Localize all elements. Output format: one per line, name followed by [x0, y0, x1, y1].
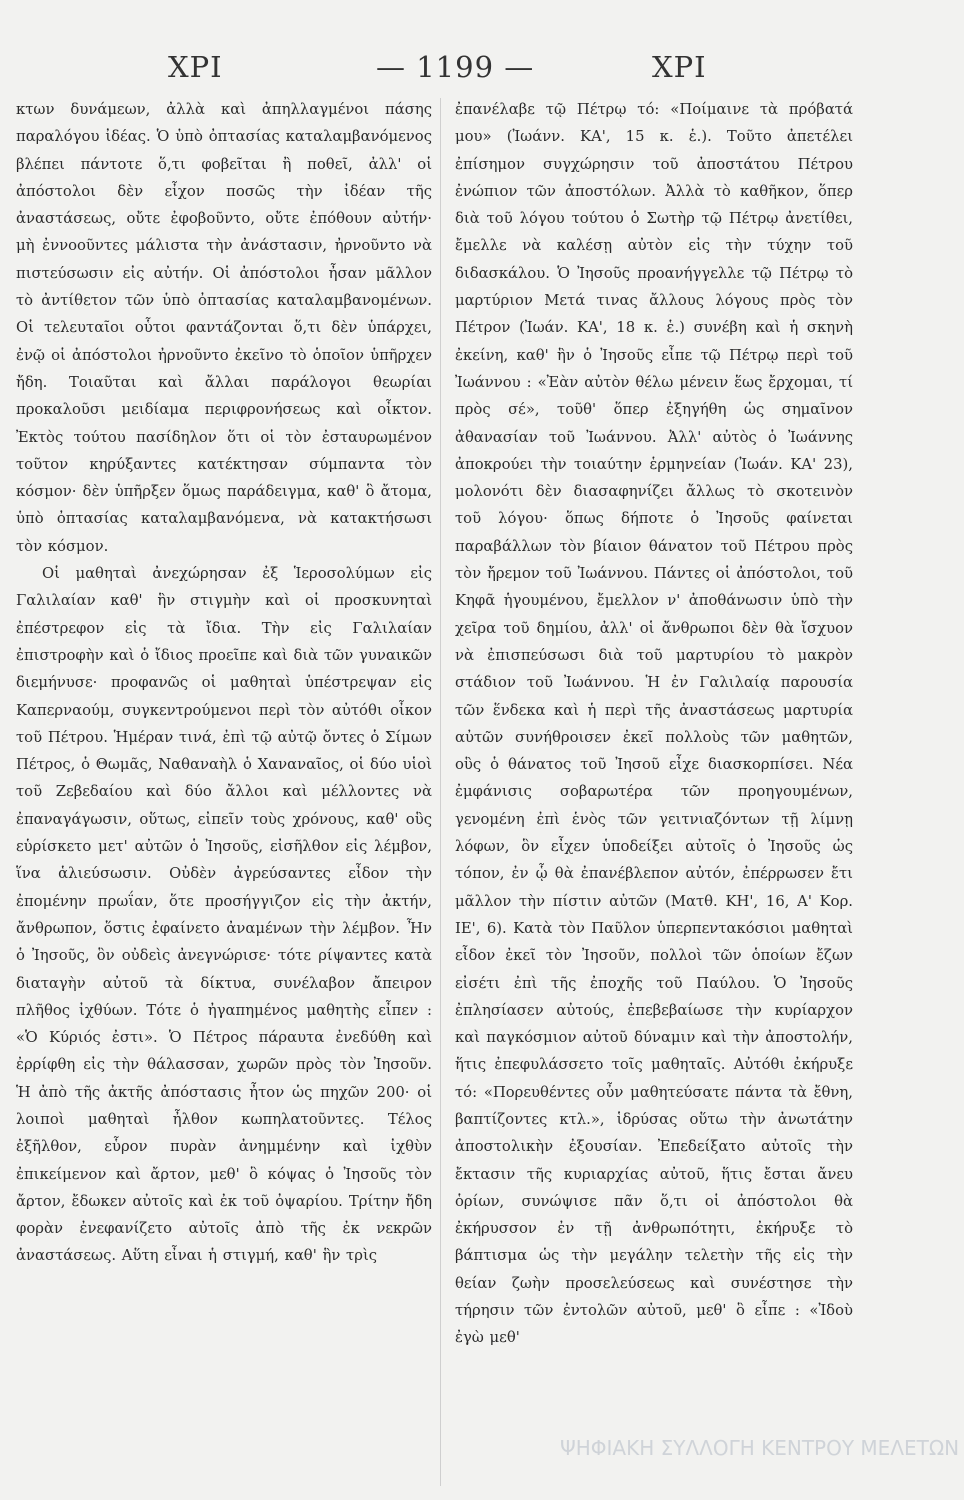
left-paragraph: Οἱ μαθηταὶ ἀνεχώρησαν ἐξ Ἱεροσολύμων εἰς Γαλιλαίαν καθ' ἣν στιγμὴν καὶ οἱ προσκυνηταὶ ἐπέστρεφον εἰς τὰ ἴδια. Τὴν εἰς Γαλιλαίαν ἐπιστροφὴν καὶ ὁ ἴδιος προεῖπε καὶ διὰ τῶν γυναικῶν διεμήνυσε· προφανῶς οἱ μαθηταὶ ὑπέστρεψαν εἰς Καπερναούμ, συγκεντρούμενοι περὶ τὸν αὐτόθι οἶκον τοῦ Πέτρου. Ἡμέραν τινά, ἐπὶ τῷ αὐτῷ ὄντες ὁ Σίμων Πέτρος, ὁ Θωμᾶς, Ναθαναὴλ ὁ Χαναναῖος, οἱ δύο υἱοὶ τοῦ Ζεβεδαίου καὶ δύο ἄλλοι καὶ μέλλοντες νὰ ἐπαναγάγωσιν, οὕτως, εἰπεῖν τοὺς χρόνους, καθ' οὓς εὑρίσκετο μετ' αὐτῶν ὁ Ἰησοῦς, εἰσῆλθον εἰς λέμβον, ἵνα ἁλιεύσωσιν. Οὐδὲν ἀγρεύσαντες εἶδον τὴν ἐπομένην πρωΐαν, ὅτε προσήγγιζον εἰς τὴν ἀκτήν, ἄνθρωπον, ὅστις ἐφαίνετο ἀναμένων τὴν λέμβον. Ἦν ὁ Ἰησοῦς, ὃν οὐδεὶς ἀνεγνώρισε· τότε ρίψαντες κατὰ διαταγὴν αὐτοῦ τὰ δίκτυα, συνέλαβον ἄπειρον πλῆθος ἰχθύων. Τότε ὁ ἠγαπημένος μαθητὴς εἶπεν : «Ὁ Κύριός ἐστι». Ὁ Πέτρος πάραυτα ἐνεδύθη καὶ ἐρρίφθη εἰς τὴν θάλασσαν, χωρῶν πρὸς τὸν Ἰησοῦν. Ἡ ἀπὸ τῆς ἀκτῆς ἀπόστασις ἦτον ὡς πηχῶν 200· οἱ λοιποὶ μαθηταὶ ἦλθον κωπηλατοῦντες. Τέλος ἐξῆλθον, εὗρον πυρὰν ἀνημμένην καὶ ἰχθὺν ἐπικείμενον καὶ ἄρτον, μεθ' ὃ κόψας ὁ Ἰησοῦς τὸν ἄρτον, ἔδωκεν αὐτοῖς καὶ ἐκ τοῦ ὀψαρίου. Τρίτην ἤδη φορὰν ἐνεφανίζετο αὐτοῖς ἀπὸ τῆς ἐκ νεκρῶν ἀναστάσεως. Αὕτη εἶναι ἡ στιγμή, καθ' ἣν τρὶς: [16, 565, 432, 1265]
column-divider: [440, 98, 441, 1486]
left-column: [16, 96, 432, 1486]
header-left-keyword: ΧΡΙ: [168, 50, 223, 84]
watermark: ΨΗΦΙΑΚΗ ΣΥΛΛΟΓΗ ΚΕΝΤΡΟΥ ΜΕΛΕΤΩΝ: [560, 1436, 960, 1460]
page-header: [0, 50, 964, 90]
header-right-keyword: ΧΡΙ: [652, 50, 707, 84]
right-column: [455, 96, 853, 1486]
right-paragraph: ἐπανέλαβε τῷ Πέτρῳ τό: «Ποίμαινε τὰ πρόβατά μου» (Ἰωάνν. ΚΑ', 15 κ. ἑ.). Τοῦτο ἀπετέλει ἐπίσημον συγχώρησιν τοῦ ἀποστάτου Πέτρου ἐνώπιον τῶν ἀποστόλων. Ἀλλὰ τὸ καθῆκον, ὅπερ διὰ τοῦ λόγου τούτου ὁ Σωτὴρ τῷ Πέτρῳ ἀνετίθει, ἔμελλε νὰ καλέσῃ αὐτὸν εἰς τὴν τύχην τοῦ διδασκάλου. Ὁ Ἰησοῦς προανήγγελλε τῷ Πέτρῳ τὸ μαρτύριον Μετά τινας ἄλλους λόγους πρὸς τὸν Πέτρον (Ἰωάν. ΚΑ', 18 κ. ἑ.) συνέβη καὶ ἡ σκηνὴ ἐκείνη, καθ' ἣν ὁ Ἰησοῦς εἶπε τῷ Πέτρῳ περὶ τοῦ Ἰωάννου : «Ἐὰν αὐτὸν θέλω μένειν ἕως ἔρχομαι, τί πρὸς σέ», τοῦθ' ὅπερ ἐξηγήθη ὡς σημαῖνον ἀθανασίαν τοῦ Ἰωάννου. Ἀλλ' αὐτὸς ὁ Ἰωάννης ἀποκρούει τὴν τοιαύτην ἑρμηνείαν (Ἰωάν. ΚΑ' 23), μολονότι δὲν διασαφηνίζει ἄλλως τὸ σκοτεινὸν τοῦ λόγου· ὅπως δήποτε ὁ Ἰησοῦς φαίνεται παραβάλλων τὸν βίαιον θάνατον τοῦ Πέτρου πρὸς τὸν ἤρεμον τοῦ Ἰωάννου. Πάντες οἱ ἀπόστολοι, τοῦ Κηφᾶ ἡγουμένου, ἔμελλον ν' ἀποθάνωσιν ὑπὸ τὴν χεῖρα τοῦ δημίου, ἀλλ' οἱ ἄνθρωποι δὲν θὰ ἴσχυον νὰ ἐπισπεύσωσι διὰ τοῦ μαρτυρίου τὸ μακρὸν στάδιον τοῦ Ἰωάννου. Ἡ ἐν Γαλιλαίᾳ παρουσία τῶν ἕνδεκα καὶ ἡ περὶ τῆς ἀναστάσεως μαρτυρία αὐτῶν συνήθροισεν ἐκεῖ πολλοὺς τῶν μαθητῶν, οὓς ὁ θάνατος τοῦ Ἰησοῦ εἶχε διασκορπίσει. Νέα ἐμφάνισις σοβαρωτέρα τῶν προηγουμένων, γενομένη ἐπὶ ἑνὸς τῶν γειτνιαζόντων τῇ λίμνῃ λόφων, ὃν εἶχεν ὑποδείξει αὐτοῖς ὁ Ἰησοῦς ὡς τόπον, ἐν ᾧ θὰ ἐπανέβλεπον αὐτόν, ἐπέρρωσεν ἔτι μᾶλλον τὴν πίστιν αὐτῶν (Ματθ. ΚΗ', 16, Α' Κορ. ΙΕ', 6). Κατὰ τὸν Παῦλον ὑπερπεντακόσιοι μαθηταὶ εἶδον ἐκεῖ τὸν Ἰησοῦν, πολλοὶ τῶν ὁποίων ἔζων εἰσέτι ἐπὶ τῆς ἐποχῆς τοῦ Παύλου. Ὁ Ἰησοῦς ἐπλησίασεν αὐτούς, ἐπεβεβαίωσε τὴν κυρίαρχον καὶ παγκόσμιον αὐτοῦ δύναμιν καὶ τὴν ἀποστολήν, ἥτις ἐπεφυλάσσετο τοῖς μαθηταῖς. Αὐτόθι ἐκήρυξε τό: «Πορευθέντες οὖν μαθητεύσατε πάντα τὰ ἔθνη, βαπτίζοντες κτλ.», ἱδρύσας οὕτω τὴν ἀνωτάτην ἀποστολικὴν ἐξουσίαν. Ἐπεδείξατο αὐτοῖς τὴν ἔκτασιν τῆς κυριαρχίας αὐτοῦ, ἥτις ἔσται ἄνευ ὁρίων, συνώψισε πᾶν ὅ,τι οἱ ἀπόστολοι θὰ ἐκήρυσσον ἐν τῇ ἀνθρωπότητι, ἐκήρυξε τὸ βάπτισμα ὡς τὴν μεγάλην τελετὴν τῆς εἰς τὴν θείαν ζωὴν προσελεύσεως καὶ συνέστησε τὴν τήρησιν τῶν ἐντολῶν αὐτοῦ, μεθ' ὃ εἶπε : «Ἰδοὺ ἐγὼ μεθ': [455, 101, 853, 1347]
left-paragraph: κτων δυνάμεων, ἀλλὰ καὶ ἀπηλλαγμένοι πάσης παραλόγου ἰδέας. Ὁ ὑπὸ ὀπτασίας καταλαμβανόμενος βλέπει πάντοτε ὅ,τι φοβεῖται ἢ ποθεῖ, ἀλλ' οἱ ἀπόστολοι δὲν εἶχον ποσῶς τὴν ἰδέαν τῆς ἀναστάσεως, οὔτε ἐφοβοῦντο, οὔτε ἐπόθουν αὐτήν· μὴ ἐννοοῦντες μάλιστα τὴν ἀνάστασιν, ἠρνοῦντο νὰ πιστεύσωσιν εἰς αὐτήν. Οἱ ἀπόστολοι ἦσαν μᾶλλον τὸ ἀντίθετον τῶν ὑπὸ ὀπτασίας καταλαμβανομένων. Οἱ τελευταῖοι οὗτοι φαντάζονται ὅ,τι δὲν ὑπάρχει, ἐνῷ οἱ ἀπόστολοι ἠρνοῦντο ἐκεῖνο τὸ ὁποῖον ὑπῆρχεν ἤδη. Τοιαῦται καὶ ἄλλαι παράλογοι θεωρίαι προκαλοῦσι μειδίαμα περιφρονήσεως καὶ οἶκτον. Ἐκτὸς τούτου πασίδηλον ὅτι οἱ τὸν ἐσταυρωμένον τοῦτον κηρύξαντες κατέκτησαν σύμπαντα τὸν κόσμον· δὲν ὑπῆρξεν ὅμως παράδειγμα, καθ' ὃ ἄτομα, ὑπὸ ὀπτασίας καταλαμβανόμενα, νὰ κατακτήσωσι τὸν κόσμον.: [16, 101, 432, 555]
page-number: — 1199 —: [376, 50, 535, 84]
